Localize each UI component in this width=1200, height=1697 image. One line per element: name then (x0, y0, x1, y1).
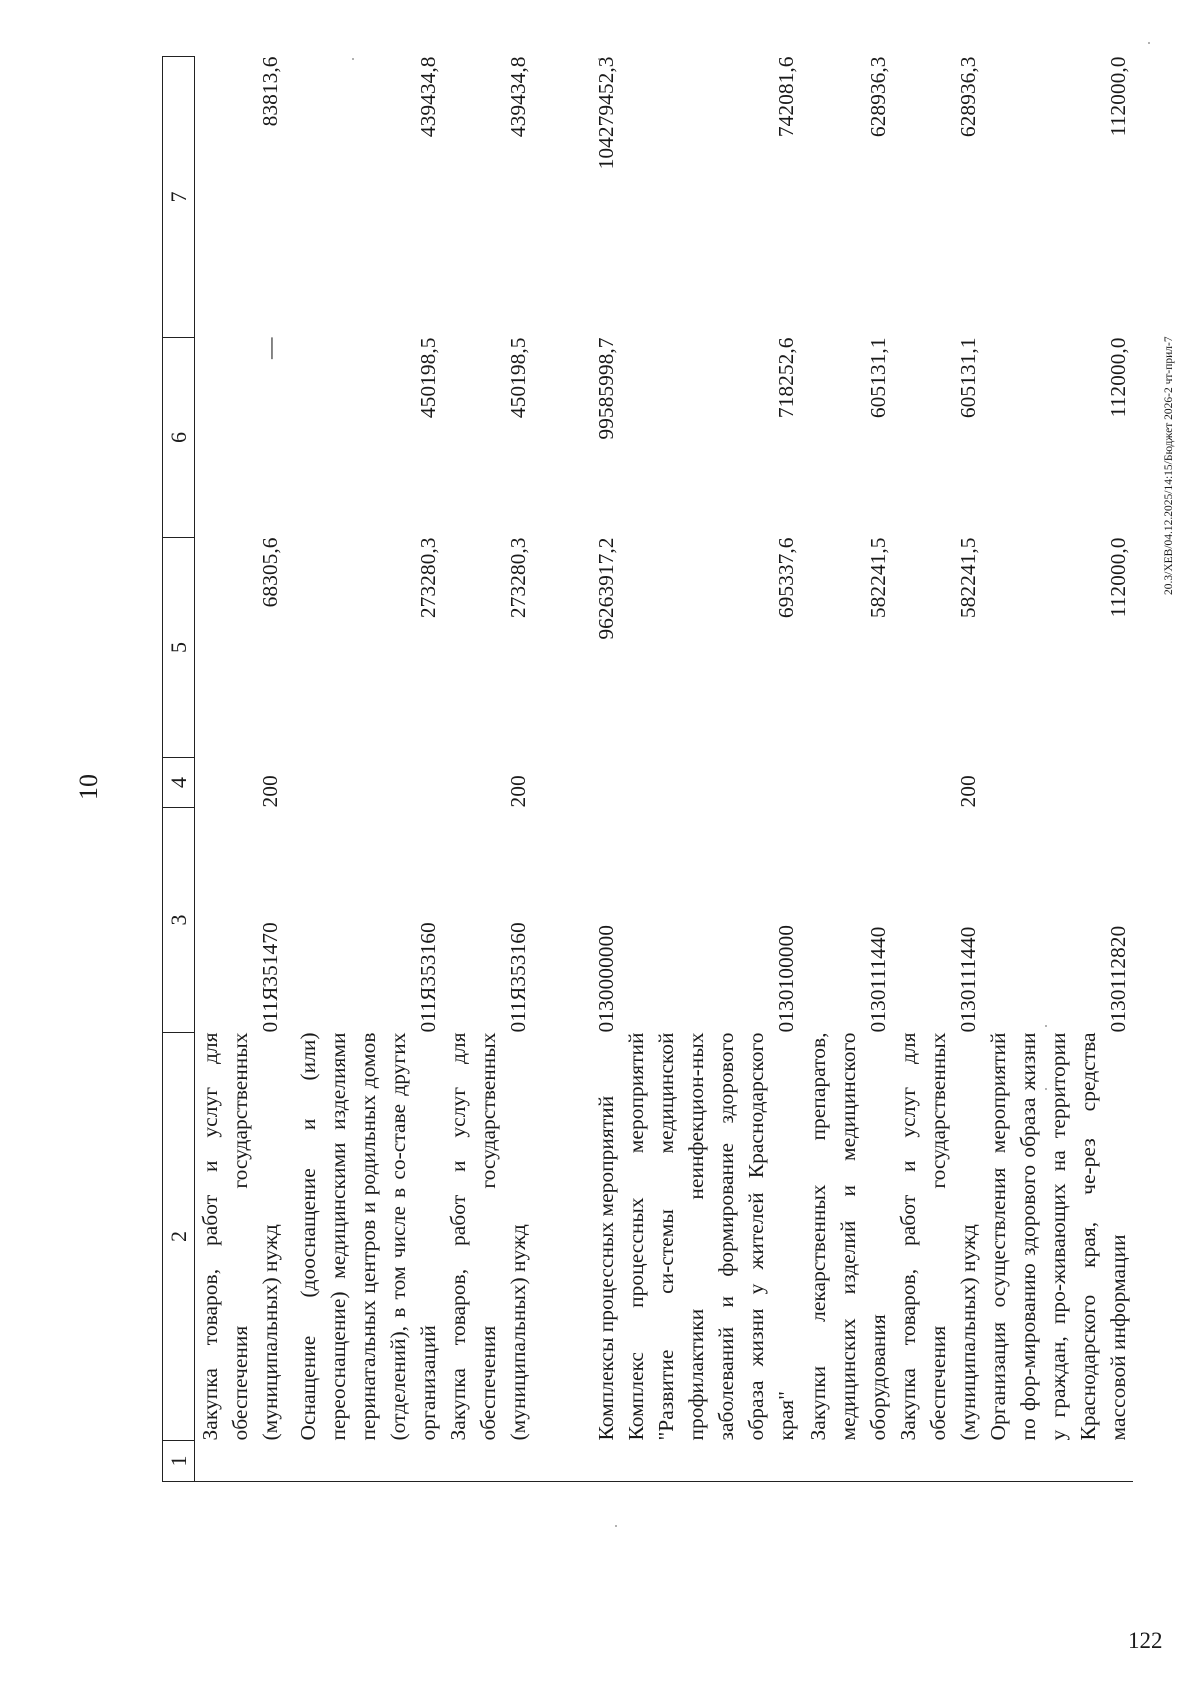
amount-2027-cell: 439434,8 (416, 56, 440, 138)
table-row (443, 57, 533, 1482)
table-row (983, 57, 1133, 1482)
target-article-cell: 0130111440 (956, 926, 980, 1033)
amount-2027-cell: 628936,3 (866, 56, 890, 138)
expense-type-cell: 200 (956, 775, 980, 808)
table-row (621, 57, 801, 1482)
amount-2027-cell: 112000,0 (1106, 56, 1130, 137)
budget-table (162, 56, 1133, 1482)
table-row (533, 57, 621, 1482)
target-article-cell: 0130112820 (1106, 925, 1130, 1033)
row-number-cell (533, 1441, 621, 1482)
column-header-4: 4 (163, 758, 195, 808)
target-article-cell: 011Я353160 (506, 922, 530, 1033)
amount-2026-cell: 450198,5 (416, 337, 440, 419)
column-header-1: 1 (163, 1441, 195, 1482)
amount-2026-cell: 112000,0 (1106, 337, 1130, 418)
column-header-3: 3 (163, 808, 195, 1033)
amount-2026-cell: 99585998,7 (594, 337, 618, 440)
expense-type-cell: 200 (195, 758, 286, 808)
amount-2025-cell: 112000,0 (1106, 537, 1130, 618)
expense-type-cell (621, 758, 801, 808)
amount-2025-cell: 273280,3 (506, 537, 530, 619)
amount-2027-cell: 628936,3 (956, 56, 980, 138)
row-number-cell (195, 1441, 286, 1482)
description-cell: Комплекс процессных мероприятий "Развитие си-стемы медицинской профилактики неинфекцион-ных заболеваний и формирование здорового образа жизни у жителей Краснодарского края" (624, 1032, 798, 1441)
column-header-7: 7 (163, 57, 195, 338)
description-cell: Закупка товаров, работ и услуг для обеспечения государственных (муниципальных) нужд (446, 1032, 530, 1441)
row-number-cell (621, 1441, 801, 1482)
amount-2027-cell: 439434,8 (506, 56, 530, 138)
description-cell: Закупки лекарственных препаратов, медицинских изделий и медицинского оборудования (806, 1032, 890, 1441)
amount-2025-cell: 582241,5 (866, 537, 890, 619)
target-article-cell: 0130111440 (866, 926, 890, 1033)
amount-2026-cell: — (195, 338, 286, 538)
row-number-cell (983, 1441, 1133, 1482)
amount-2027-cell: 104279452,3 (594, 56, 618, 170)
row-number-cell (893, 1441, 983, 1482)
row-number-cell (443, 1441, 533, 1482)
header-row (163, 57, 195, 1482)
amount-2026-cell: 450198,5 (506, 337, 530, 419)
table-row (285, 57, 443, 1482)
column-header-6: 6 (163, 338, 195, 538)
amount-2025-cell: 695337,6 (774, 537, 798, 619)
table-row (801, 57, 893, 1482)
expense-type-cell (533, 758, 621, 808)
expense-type-cell (983, 758, 1133, 808)
sheet-number: 122 (1128, 1628, 1163, 1653)
target-article-cell: 011Я353160 (416, 922, 440, 1033)
expense-type-cell: 200 (506, 775, 530, 808)
target-article-cell: 011Я351470 (195, 808, 286, 1033)
expense-type-cell (801, 758, 893, 808)
target-article-cell: 0130000000 (594, 925, 618, 1033)
amount-2026-cell: 605131,1 (956, 337, 980, 419)
column-header-5: 5 (163, 538, 195, 758)
amount-2025-cell: 582241,5 (956, 537, 980, 619)
description-cell: Комплексы процессных мероприятий (594, 1095, 618, 1441)
table-row (893, 57, 983, 1482)
description-cell: Организация осуществления мероприятий по фор-мированию здорового образа жизни у граждан, про-живающих на территории Краснодарского края, че-рез средства массовой информации (986, 1032, 1130, 1441)
row-number-cell (801, 1441, 893, 1482)
description-cell: Закупка товаров, работ и услуг для обеспечения государственных (муниципальных) нужд (195, 1033, 286, 1441)
amount-2025-cell: 96263917,2 (594, 537, 618, 640)
page-number: 10 (74, 774, 103, 800)
amount-2027-cell: 742081,6 (774, 56, 798, 138)
table-row (195, 57, 286, 1482)
description-cell: Оснащение (дооснащение и (или) переоснащение) медицинскими изделиями перинатальных центров и родильных домов (отделений), в том числе в со-ставе других организаций (296, 1032, 440, 1441)
target-article-cell: 0130100000 (774, 925, 798, 1033)
description-cell: Закупка товаров, работ и услуг для обеспечения государственных (муниципальных) нужд (896, 1032, 980, 1441)
column-header-2: 2 (163, 1033, 195, 1441)
expense-type-cell (285, 758, 443, 808)
amount-2027-cell: 83813,6 (195, 57, 286, 338)
footer-code: 20.3/XEB/04.12.2025/14:15/Бюджет 2026-2 чт-прил-7 (1163, 336, 1175, 595)
amount-2025-cell: 68305,6 (195, 538, 286, 758)
amount-2025-cell: 273280,3 (416, 537, 440, 619)
amount-2026-cell: 718252,6 (774, 337, 798, 419)
table-body (195, 57, 1134, 1482)
row-number-cell (285, 1441, 443, 1482)
amount-2026-cell: 605131,1 (866, 337, 890, 419)
